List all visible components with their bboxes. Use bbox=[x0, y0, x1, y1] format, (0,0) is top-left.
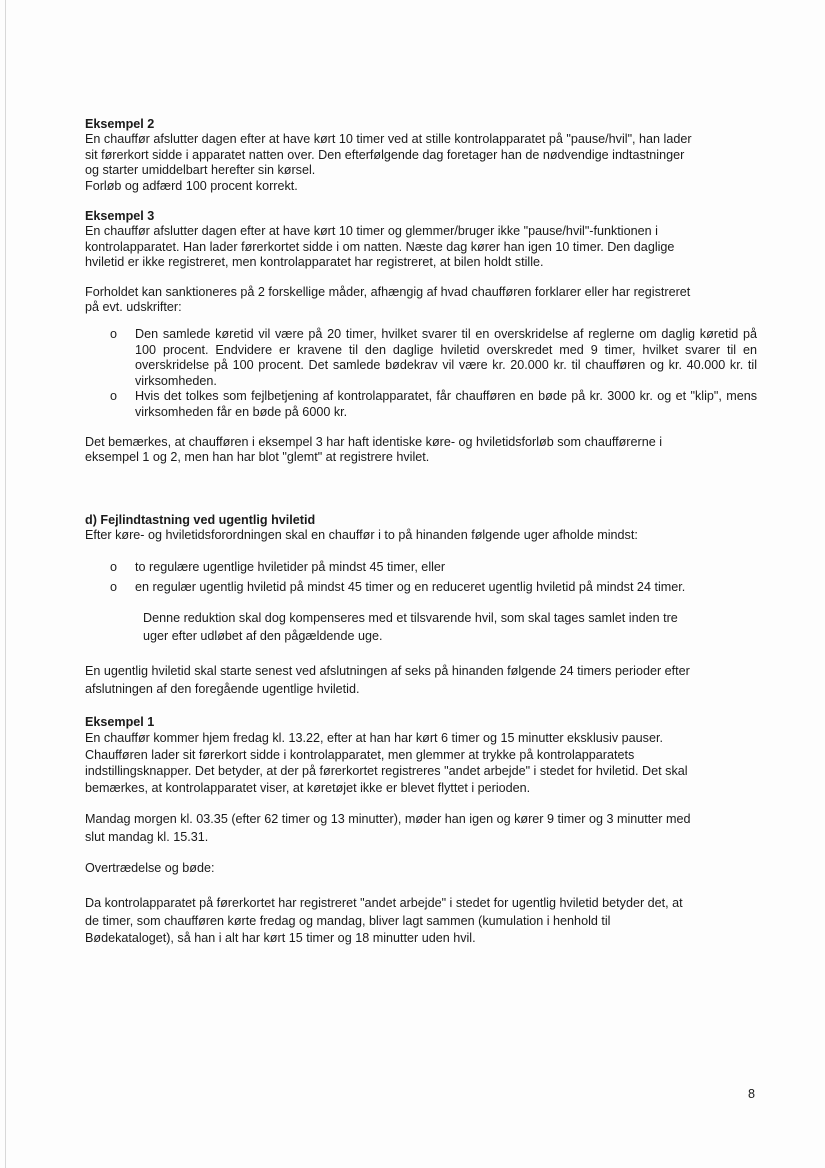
sanction-intro-line: Forholdet kan sanktioneres på 2 forskellige måder, afhængig af hvad chaufføren forklarer eller har registreret bbox=[85, 284, 691, 299]
conclusion-line: de timer, som chaufføren kørte fredag og mandag, bliver lagt sammen (kumulation i henhold til bbox=[85, 913, 611, 928]
example2-heading: Eksempel 2 bbox=[85, 117, 155, 131]
scan-edge-line bbox=[5, 0, 6, 1168]
example3-line: En chauffør afslutter dagen efter at have kørt 10 timer og glemmer/bruger ikke "pause/hvil"-funktionen i bbox=[85, 224, 658, 239]
weekly-rest-option bbox=[85, 557, 757, 577]
sanction-intro bbox=[85, 285, 757, 316]
example2-line: En chauffør afslutter dagen efter at have kørt 10 timer ved at stille kontrolapparatet på "pause/hvil", han lader bbox=[85, 132, 692, 147]
example1-line: indstillingsknapper. Det betyder, at der på førerkortet registreres "andet arbejde" i stedet for hviletid. Det skal bbox=[85, 764, 688, 779]
weekly-rest-option-text: to regulære ugentlige hviletider på mindst 45 timer, eller bbox=[135, 559, 446, 574]
example3-line: hviletid er ikke registreret, men kontrolapparatet har registreret, at bilen holdt stille. bbox=[85, 255, 544, 270]
weekly-rest-options-list bbox=[85, 557, 757, 597]
weekly-rest-rule bbox=[85, 662, 757, 698]
bullet-marker: o bbox=[110, 579, 118, 594]
weekly-rest-line: afslutningen af den foregående ugentlige hviletid. bbox=[85, 681, 360, 696]
example3-line: kontrolapparatet. Han lader førerkortet sidde i om natten. Næste dag kører han igen 10 timer. Den daglige bbox=[85, 239, 675, 254]
monday-line: slut mandag kl. 15.31. bbox=[85, 830, 209, 845]
compensation-note bbox=[85, 609, 757, 645]
weekly-rest-option bbox=[85, 577, 757, 597]
sanction-option-text: Den samlede køretid vil være på 20 timer, hvilket svarer til en overskridelse af reglerne om daglig køretid på 100 procent. Endvidere er kravene til den daglige hviletid overskredet med 9 timer, hvilket svarer til en overskridelse på 100 procent. Det samlede bødekrav vil være kr. 20.000 kr. til chaufføren og kr. 40.000 kr. til virksomheden. bbox=[135, 327, 757, 388]
example2-line: og starter umiddelbart herefter sin kørsel. bbox=[85, 163, 316, 178]
page-number: 8 bbox=[748, 1087, 756, 1101]
example3-section bbox=[85, 209, 757, 271]
violation-label: Overtrædelse og bøde: bbox=[85, 861, 215, 876]
sanction-options-list bbox=[85, 327, 757, 419]
violation-label-block bbox=[85, 861, 757, 876]
weekly-rest-line: En ugentlig hviletid skal starte senest ved afslutningen af seks på hinanden følgende 24 timers perioder efter bbox=[85, 663, 690, 678]
weekly-rest-option-text: en regulær ugentlig hviletid på mindst 45 timer og en reduceret ugentlig hviletid på mindst 24 timer. bbox=[135, 579, 686, 594]
bullet-marker: o bbox=[110, 389, 118, 404]
sanction-intro-line: på evt. udskrifter: bbox=[85, 300, 182, 315]
bullet-marker: o bbox=[110, 327, 118, 342]
note-line: Det bemærkes, at chaufføren i eksempel 3 har haft identiske køre- og hviletidsforløb som chaufførerne i bbox=[85, 434, 663, 449]
example1-conclusion bbox=[85, 895, 757, 948]
compensation-line: Denne reduktion skal dog kompenseres med et tilsvarende hvil, som skal tages samlet inden tre bbox=[143, 610, 678, 625]
section-d-heading: d) Fejlindtastning ved ugentlig hviletid bbox=[85, 512, 316, 527]
example3-heading: Eksempel 3 bbox=[85, 209, 155, 224]
example2-line: sit førerkort sidde i apparatet natten over. Den efterfølgende dag foretager han de nødvendige indtastninger bbox=[85, 147, 685, 162]
sanction-option bbox=[85, 389, 757, 420]
example2-line: Forløb og adfærd 100 procent korrekt. bbox=[85, 178, 298, 193]
example1-line: bemærkes, at kontrolapparatet viser, at køretøjet ikke er blevet flyttet i perioden. bbox=[85, 780, 531, 795]
example1-monday bbox=[85, 810, 757, 846]
conclusion-line: Da kontrolapparatet på førerkortet har registreret "andet arbejde" i stedet for ugentlig hviletid betyder det, at bbox=[85, 896, 683, 911]
monday-line: Mandag morgen kl. 03.35 (efter 62 timer og 13 minutter), møder han igen og kører 9 timer og 3 minutter med bbox=[85, 812, 691, 827]
page-content bbox=[85, 117, 757, 948]
example1-line: En chauffør kommer hjem fredag kl. 13.22, efter at han har kørt 6 timer og 15 minutter eksklusiv pauser. bbox=[85, 731, 663, 746]
sanction-option bbox=[85, 327, 757, 389]
bullet-marker: o bbox=[110, 559, 118, 574]
example1-heading: Eksempel 1 bbox=[85, 714, 155, 729]
section-d-intro: Efter køre- og hviletidsforordningen skal en chauffør i to på hinanden følgende uger afholde mindst: bbox=[85, 528, 638, 543]
compensation-line: uger efter udløbet af den pågældende uge. bbox=[143, 628, 383, 643]
conclusion-line: Bødekataloget), så han i alt har kørt 15 timer og 18 minutter uden hvil. bbox=[85, 931, 476, 946]
section-d bbox=[85, 513, 757, 544]
example1-line: Chaufføren lader sit førerkort sidde i kontrolapparatet, men glemmer at trykke på kontrolapparatets bbox=[85, 747, 635, 762]
example3-note bbox=[85, 435, 757, 466]
note-line: eksempel 1 og 2, men han har blot "glemt" at registrere hvilet. bbox=[85, 450, 430, 465]
example1-section bbox=[85, 714, 757, 797]
sanction-option-text: Hvis det tolkes som fejlbetjening af kontrolapparatet, får chaufføren en bøde på kr. 3000 kr. og et "klip", mens virksomheden får en bøde på 6000 kr. bbox=[135, 389, 757, 419]
example2-section bbox=[85, 117, 757, 194]
